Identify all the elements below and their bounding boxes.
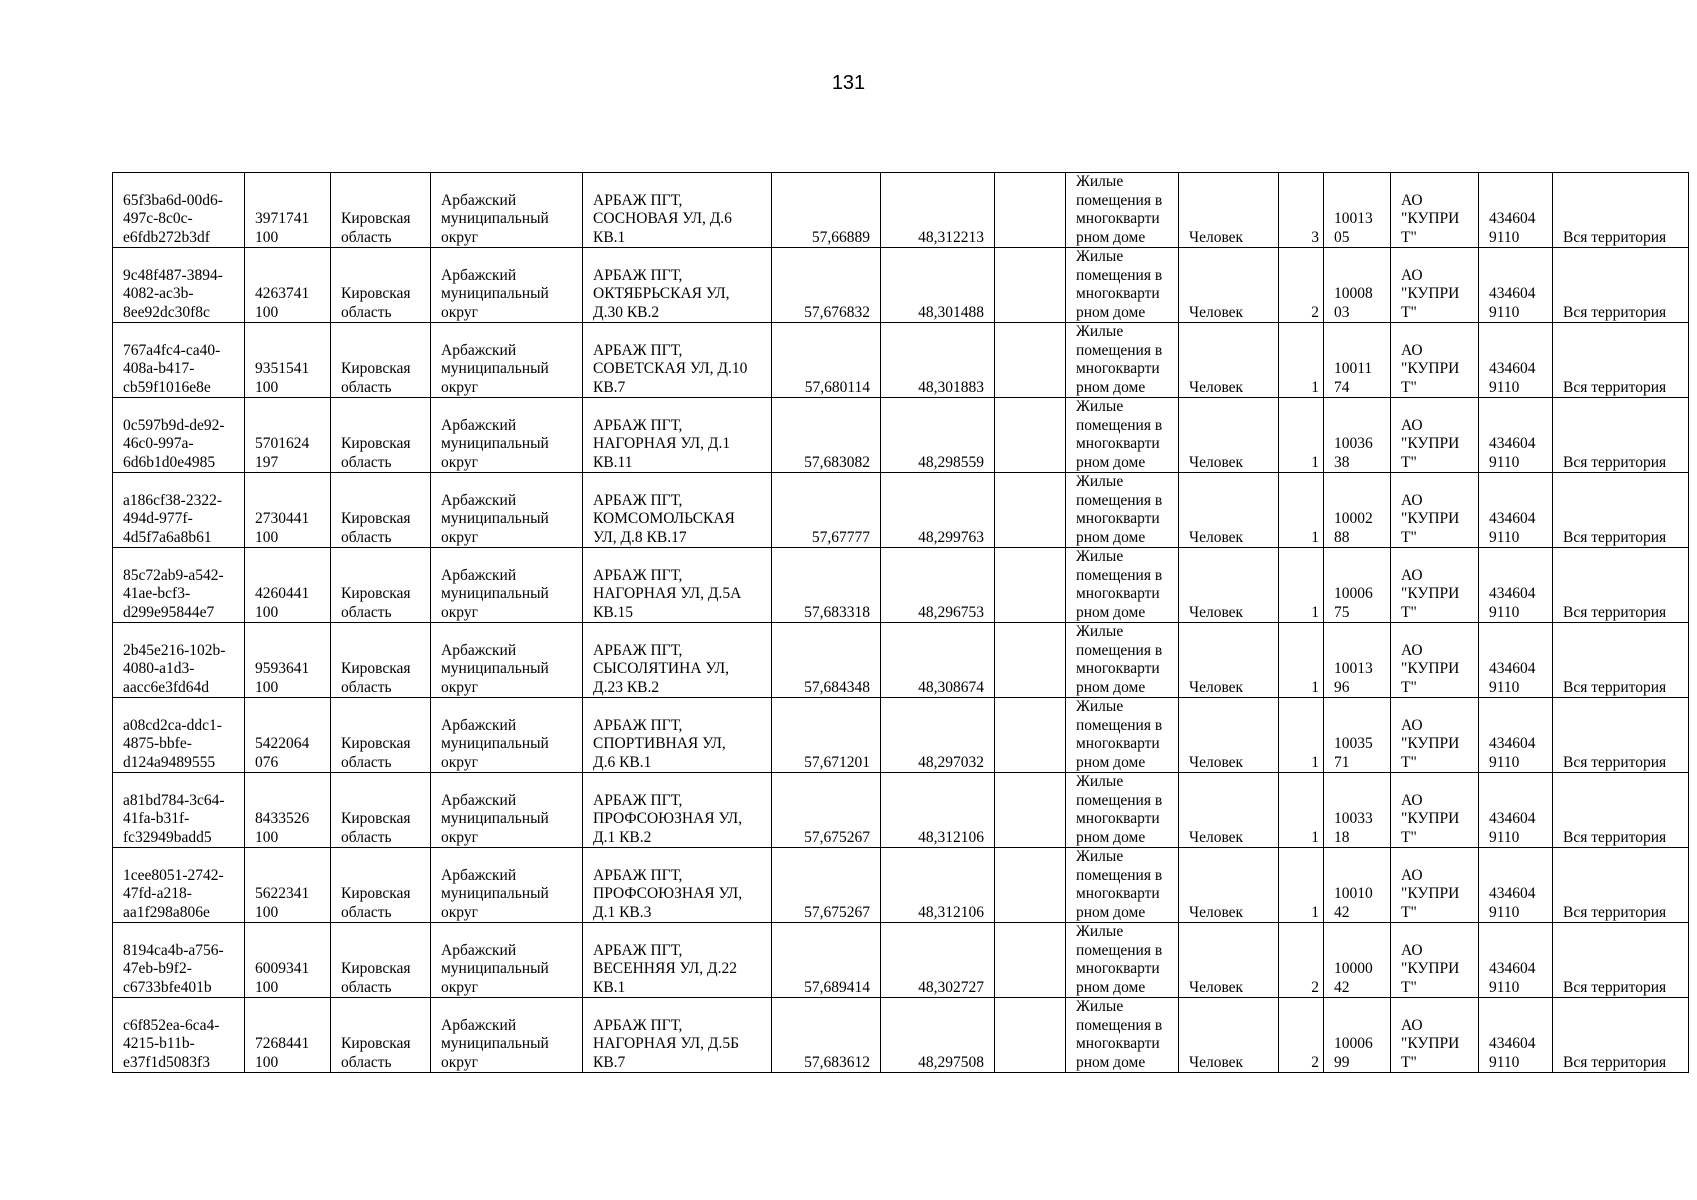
table-row	[113, 473, 1689, 548]
cell-latitude: 57,67777	[772, 473, 881, 548]
cell-object-type: Жилые помещения в многокварти рном доме	[1066, 698, 1179, 773]
cell-region: Кировская область	[331, 473, 431, 548]
cell-number: 10035 71	[1324, 698, 1391, 773]
cell-inn: 434604 9110	[1479, 773, 1553, 848]
cell-empty	[995, 323, 1066, 398]
cell-territory: Вся территория	[1553, 923, 1689, 998]
cell-object-type: Жилые помещения в многокварти рном доме	[1066, 173, 1179, 248]
cell-number: 10033 18	[1324, 773, 1391, 848]
cell-empty	[995, 473, 1066, 548]
cell-longitude: 48,312106	[881, 773, 995, 848]
cell-unit: Человек	[1179, 923, 1279, 998]
cell-latitude: 57,683612	[772, 998, 881, 1073]
cell-object-type: Жилые помещения в многокварти рном доме	[1066, 248, 1179, 323]
cell-longitude: 48,296753	[881, 548, 995, 623]
cell-quantity: 2	[1279, 998, 1324, 1073]
cell-unit: Человек	[1179, 548, 1279, 623]
cell-quantity: 1	[1279, 398, 1324, 473]
cell-id: a81bd784-3c64- 41fa-b31f- fc32949badd5	[113, 773, 245, 848]
cell-id: 85c72ab9-a542- 41ae-bcf3- d299e95844e7	[113, 548, 245, 623]
cell-number: 10002 88	[1324, 473, 1391, 548]
cell-object-type: Жилые помещения в многокварти рном доме	[1066, 398, 1179, 473]
cell-unit: Человек	[1179, 623, 1279, 698]
cell-empty	[995, 848, 1066, 923]
cell-region: Кировская область	[331, 398, 431, 473]
cell-inn: 434604 9110	[1479, 323, 1553, 398]
cell-address: АРБАЖ ПГТ, СОСНОВАЯ УЛ, Д.6 КВ.1	[583, 173, 772, 248]
cell-district: Арбажский муниципальный округ	[431, 623, 583, 698]
cell-district: Арбажский муниципальный округ	[431, 398, 583, 473]
registry-table	[112, 172, 1689, 1073]
cell-object-type: Жилые помещения в многокварти рном доме	[1066, 323, 1179, 398]
cell-address: АРБАЖ ПГТ, СПОРТИВНАЯ УЛ, Д.6 КВ.1	[583, 698, 772, 773]
cell-address: АРБАЖ ПГТ, ПРОФСОЮЗНАЯ УЛ, Д.1 КВ.2	[583, 773, 772, 848]
cell-region: Кировская область	[331, 848, 431, 923]
cell-organization: АО "КУПРИ Т"	[1391, 548, 1479, 623]
cell-latitude: 57,683082	[772, 398, 881, 473]
cell-organization: АО "КУПРИ Т"	[1391, 698, 1479, 773]
cell-territory: Вся территория	[1553, 173, 1689, 248]
cell-empty	[995, 248, 1066, 323]
cell-unit: Человек	[1179, 173, 1279, 248]
cell-quantity: 1	[1279, 473, 1324, 548]
cell-unit: Человек	[1179, 473, 1279, 548]
cell-organization: АО "КУПРИ Т"	[1391, 173, 1479, 248]
cell-region: Кировская область	[331, 248, 431, 323]
cell-code: 7268441 100	[245, 998, 331, 1073]
page-number: 131	[831, 72, 866, 94]
cell-unit: Человек	[1179, 398, 1279, 473]
cell-organization: АО "КУПРИ Т"	[1391, 923, 1479, 998]
cell-latitude: 57,671201	[772, 698, 881, 773]
cell-number: 10006 75	[1324, 548, 1391, 623]
cell-quantity: 2	[1279, 923, 1324, 998]
cell-id: 767a4fc4-ca40- 408a-b417- cb59f1016e8e	[113, 323, 245, 398]
cell-inn: 434604 9110	[1479, 248, 1553, 323]
cell-organization: АО "КУПРИ Т"	[1391, 998, 1479, 1073]
table-row	[113, 323, 1689, 398]
cell-empty	[995, 923, 1066, 998]
cell-id: 1cee8051-2742- 47fd-a218- aa1f298a806e	[113, 848, 245, 923]
cell-district: Арбажский муниципальный округ	[431, 473, 583, 548]
cell-quantity: 1	[1279, 773, 1324, 848]
cell-address: АРБАЖ ПГТ, КОМСОМОЛЬСКАЯ УЛ, Д.8 КВ.17	[583, 473, 772, 548]
cell-longitude: 48,312213	[881, 173, 995, 248]
cell-address: АРБАЖ ПГТ, НАГОРНАЯ УЛ, Д.5Б КВ.7	[583, 998, 772, 1073]
cell-address: АРБАЖ ПГТ, СОВЕТСКАЯ УЛ, Д.10 КВ.7	[583, 323, 772, 398]
table-row	[113, 623, 1689, 698]
cell-quantity: 1	[1279, 623, 1324, 698]
cell-id: 0c597b9d-de92- 46c0-997a- 6d6b1d0e4985	[113, 398, 245, 473]
cell-object-type: Жилые помещения в многокварти рном доме	[1066, 548, 1179, 623]
cell-district: Арбажский муниципальный округ	[431, 848, 583, 923]
cell-inn: 434604 9110	[1479, 998, 1553, 1073]
cell-region: Кировская область	[331, 923, 431, 998]
cell-organization: АО "КУПРИ Т"	[1391, 848, 1479, 923]
cell-empty	[995, 998, 1066, 1073]
cell-latitude: 57,683318	[772, 548, 881, 623]
cell-longitude: 48,308674	[881, 623, 995, 698]
cell-code: 6009341 100	[245, 923, 331, 998]
cell-unit: Человек	[1179, 848, 1279, 923]
cell-object-type: Жилые помещения в многокварти рном доме	[1066, 473, 1179, 548]
cell-longitude: 48,299763	[881, 473, 995, 548]
cell-code: 5422064 076	[245, 698, 331, 773]
cell-code: 5622341 100	[245, 848, 331, 923]
table-body	[113, 173, 1689, 1073]
cell-id: 8194ca4b-a756- 47eb-b9f2- c6733bfe401b	[113, 923, 245, 998]
cell-object-type: Жилые помещения в многокварти рном доме	[1066, 923, 1179, 998]
cell-longitude: 48,302727	[881, 923, 995, 998]
cell-territory: Вся территория	[1553, 623, 1689, 698]
cell-empty	[995, 623, 1066, 698]
cell-district: Арбажский муниципальный округ	[431, 923, 583, 998]
cell-inn: 434604 9110	[1479, 848, 1553, 923]
cell-district: Арбажский муниципальный округ	[431, 773, 583, 848]
table-row	[113, 548, 1689, 623]
cell-id: a08cd2ca-ddc1- 4875-bbfe- d124a9489555	[113, 698, 245, 773]
cell-address: АРБАЖ ПГТ, СЫСОЛЯТИНА УЛ, Д.23 КВ.2	[583, 623, 772, 698]
cell-longitude: 48,297508	[881, 998, 995, 1073]
cell-code: 8433526 100	[245, 773, 331, 848]
cell-quantity: 1	[1279, 848, 1324, 923]
cell-region: Кировская область	[331, 173, 431, 248]
table-row	[113, 698, 1689, 773]
cell-number: 10011 74	[1324, 323, 1391, 398]
cell-district: Арбажский муниципальный округ	[431, 248, 583, 323]
cell-inn: 434604 9110	[1479, 473, 1553, 548]
cell-address: АРБАЖ ПГТ, ВЕСЕННЯЯ УЛ, Д.22 КВ.1	[583, 923, 772, 998]
cell-latitude: 57,675267	[772, 848, 881, 923]
cell-inn: 434604 9110	[1479, 173, 1553, 248]
cell-territory: Вся территория	[1553, 473, 1689, 548]
cell-empty	[995, 698, 1066, 773]
cell-number: 10008 03	[1324, 248, 1391, 323]
table-row	[113, 248, 1689, 323]
cell-id: a186cf38-2322- 494d-977f- 4d5f7a6a8b61	[113, 473, 245, 548]
cell-quantity: 2	[1279, 248, 1324, 323]
cell-longitude: 48,301883	[881, 323, 995, 398]
cell-organization: АО "КУПРИ Т"	[1391, 323, 1479, 398]
table-row	[113, 923, 1689, 998]
cell-district: Арбажский муниципальный округ	[431, 548, 583, 623]
cell-latitude: 57,66889	[772, 173, 881, 248]
cell-quantity: 1	[1279, 548, 1324, 623]
cell-empty	[995, 773, 1066, 848]
cell-region: Кировская область	[331, 548, 431, 623]
table-row	[113, 998, 1689, 1073]
cell-object-type: Жилые помещения в многокварти рном доме	[1066, 848, 1179, 923]
cell-territory: Вся территория	[1553, 773, 1689, 848]
cell-inn: 434604 9110	[1479, 923, 1553, 998]
cell-district: Арбажский муниципальный округ	[431, 173, 583, 248]
cell-inn: 434604 9110	[1479, 623, 1553, 698]
cell-number: 10010 42	[1324, 848, 1391, 923]
cell-organization: АО "КУПРИ Т"	[1391, 623, 1479, 698]
cell-latitude: 57,675267	[772, 773, 881, 848]
cell-district: Арбажский муниципальный округ	[431, 323, 583, 398]
cell-number: 10036 38	[1324, 398, 1391, 473]
cell-longitude: 48,298559	[881, 398, 995, 473]
cell-id: 9c48f487-3894- 4082-ac3b- 8ee92dc30f8c	[113, 248, 245, 323]
cell-inn: 434604 9110	[1479, 698, 1553, 773]
cell-inn: 434604 9110	[1479, 398, 1553, 473]
cell-latitude: 57,676832	[772, 248, 881, 323]
cell-unit: Человек	[1179, 248, 1279, 323]
cell-quantity: 1	[1279, 323, 1324, 398]
cell-district: Арбажский муниципальный округ	[431, 698, 583, 773]
table-row	[113, 773, 1689, 848]
cell-empty	[995, 548, 1066, 623]
cell-unit: Человек	[1179, 323, 1279, 398]
cell-unit: Человек	[1179, 998, 1279, 1073]
cell-unit: Человек	[1179, 698, 1279, 773]
cell-number: 10013 05	[1324, 173, 1391, 248]
cell-quantity: 3	[1279, 173, 1324, 248]
cell-quantity: 1	[1279, 698, 1324, 773]
cell-territory: Вся территория	[1553, 998, 1689, 1073]
cell-organization: АО "КУПРИ Т"	[1391, 398, 1479, 473]
cell-inn: 434604 9110	[1479, 548, 1553, 623]
cell-object-type: Жилые помещения в многокварти рном доме	[1066, 998, 1179, 1073]
cell-territory: Вся территория	[1553, 248, 1689, 323]
cell-address: АРБАЖ ПГТ, ПРОФСОЮЗНАЯ УЛ, Д.1 КВ.3	[583, 848, 772, 923]
cell-longitude: 48,312106	[881, 848, 995, 923]
cell-latitude: 57,689414	[772, 923, 881, 998]
cell-region: Кировская область	[331, 998, 431, 1073]
cell-latitude: 57,684348	[772, 623, 881, 698]
cell-region: Кировская область	[331, 623, 431, 698]
cell-number: 10013 96	[1324, 623, 1391, 698]
cell-code: 5701624 197	[245, 398, 331, 473]
cell-longitude: 48,301488	[881, 248, 995, 323]
cell-latitude: 57,680114	[772, 323, 881, 398]
cell-organization: АО "КУПРИ Т"	[1391, 473, 1479, 548]
cell-code: 9351541 100	[245, 323, 331, 398]
cell-code: 2730441 100	[245, 473, 331, 548]
cell-territory: Вся территория	[1553, 848, 1689, 923]
cell-code: 3971741 100	[245, 173, 331, 248]
cell-district: Арбажский муниципальный округ	[431, 998, 583, 1073]
cell-territory: Вся территория	[1553, 548, 1689, 623]
cell-region: Кировская область	[331, 698, 431, 773]
table-row	[113, 173, 1689, 248]
cell-unit: Человек	[1179, 773, 1279, 848]
table-row	[113, 398, 1689, 473]
cell-territory: Вся территория	[1553, 323, 1689, 398]
cell-organization: АО "КУПРИ Т"	[1391, 773, 1479, 848]
cell-code: 4260441 100	[245, 548, 331, 623]
cell-empty	[995, 398, 1066, 473]
cell-region: Кировская область	[331, 323, 431, 398]
cell-code: 4263741 100	[245, 248, 331, 323]
cell-id: 65f3ba6d-00d6- 497c-8c0c- e6fdb272b3df	[113, 173, 245, 248]
cell-object-type: Жилые помещения в многокварти рном доме	[1066, 623, 1179, 698]
cell-territory: Вся территория	[1553, 698, 1689, 773]
cell-id: 2b45e216-102b- 4080-a1d3- aacc6e3fd64d	[113, 623, 245, 698]
cell-number: 10000 42	[1324, 923, 1391, 998]
cell-object-type: Жилые помещения в многокварти рном доме	[1066, 773, 1179, 848]
table-row	[113, 848, 1689, 923]
cell-address: АРБАЖ ПГТ, НАГОРНАЯ УЛ, Д.1 КВ.11	[583, 398, 772, 473]
cell-address: АРБАЖ ПГТ, ОКТЯБРЬСКАЯ УЛ, Д.30 КВ.2	[583, 248, 772, 323]
cell-empty	[995, 173, 1066, 248]
cell-organization: АО "КУПРИ Т"	[1391, 248, 1479, 323]
cell-number: 10006 99	[1324, 998, 1391, 1073]
cell-address: АРБАЖ ПГТ, НАГОРНАЯ УЛ, Д.5А КВ.15	[583, 548, 772, 623]
cell-code: 9593641 100	[245, 623, 331, 698]
cell-territory: Вся территория	[1553, 398, 1689, 473]
cell-id: c6f852ea-6ca4- 4215-b11b- e37f1d5083f3	[113, 998, 245, 1073]
cell-longitude: 48,297032	[881, 698, 995, 773]
cell-region: Кировская область	[331, 773, 431, 848]
